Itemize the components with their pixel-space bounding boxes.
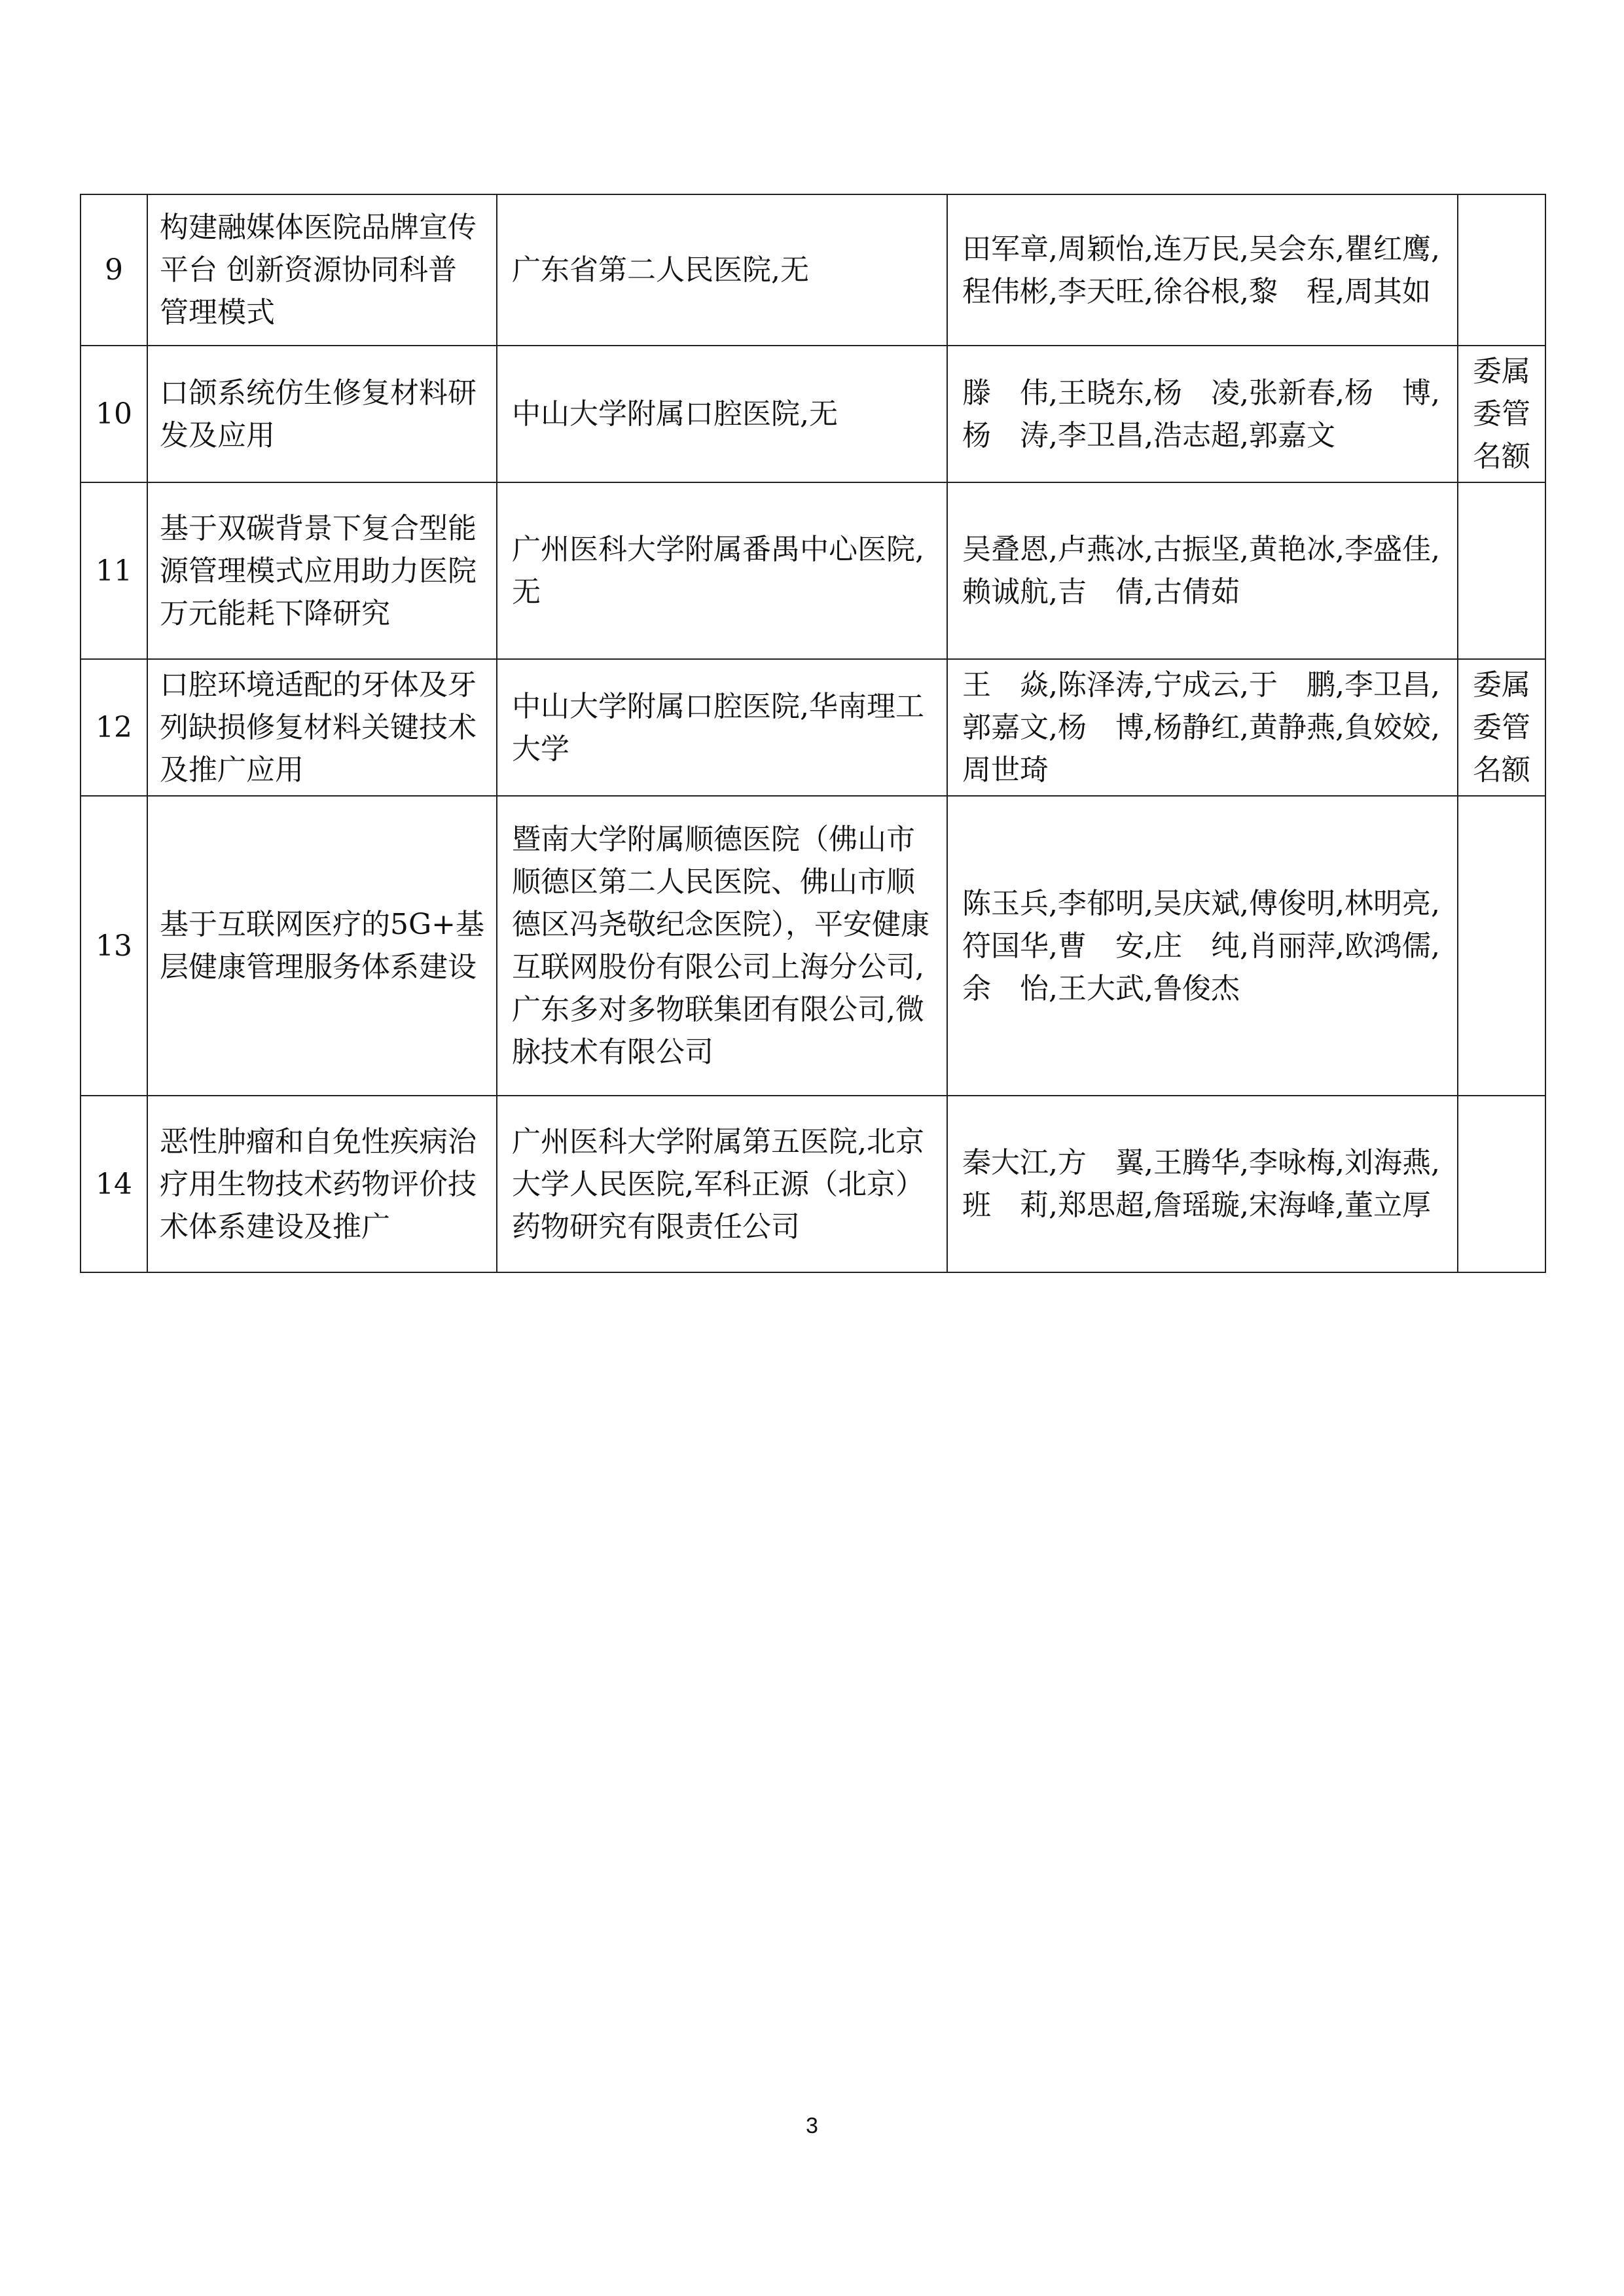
- quota-note: [1458, 796, 1545, 1096]
- completing-units: 中山大学附属口腔医院,无: [497, 346, 947, 482]
- row-number: 10: [81, 346, 147, 482]
- main-contributors: 陈玉兵,李郁明,吴庆斌,傅俊明,林明亮,符国华,曹 安,庄 纯,肖丽萍,欧鸿儒,余 怡,王大武,鲁俊杰: [947, 796, 1458, 1096]
- main-contributors: 吴叠恩,卢燕冰,古振坚,黄艳冰,李盛佳,赖诚航,吉 倩,古倩茹: [947, 482, 1458, 659]
- project-name: 恶性肿瘤和自免性疾病治疗用生物技术药物评价技术体系建设及推广: [147, 1096, 497, 1272]
- main-contributors: 田军章,周颖怡,连万民,吴会东,瞿红鹰,程伟彬,李天旺,徐谷根,黎 程,周其如: [947, 194, 1458, 346]
- table-row: [81, 346, 1545, 482]
- project-table: [80, 194, 1546, 1273]
- main-contributors: 王 焱,陈泽涛,宁成云,于 鹏,李卫昌,郭嘉文,杨 博,杨静红,黄静燕,負姣姣,周世琦: [947, 659, 1458, 796]
- table-row: [81, 659, 1545, 796]
- table-row: [81, 1096, 1545, 1272]
- completing-units: 广东省第二人民医院,无: [497, 194, 947, 346]
- completing-units: 暨南大学附属顺德医院（佛山市顺德区第二人民医院、佛山市顺德区冯尧敬纪念医院），平安健康互联网股份有限公司上海分公司,广东多对多物联集团有限公司,微脉技术有限公司: [497, 796, 947, 1096]
- completing-units: 广州医科大学附属第五医院,北京大学人民医院,军科正源（北京）药物研究有限责任公司: [497, 1096, 947, 1272]
- table-row: [81, 796, 1545, 1096]
- completing-units: 广州医科大学附属番禺中心医院,无: [497, 482, 947, 659]
- project-name: 口颌系统仿生修复材料研发及应用: [147, 346, 497, 482]
- row-number: 12: [81, 659, 147, 796]
- row-number: 9: [81, 194, 147, 346]
- table-row: [81, 482, 1545, 659]
- row-number: 11: [81, 482, 147, 659]
- completing-units: 中山大学附属口腔医院,华南理工大学: [497, 659, 947, 796]
- main-contributors: 秦大江,方 翼,王腾华,李咏梅,刘海燕,班 莉,郑思超,詹瑶璇,宋海峰,董立厚: [947, 1096, 1458, 1272]
- project-name: 口腔环境适配的牙体及牙列缺损修复材料关键技术及推广应用: [147, 659, 497, 796]
- page-number: 3: [806, 2113, 818, 2138]
- row-number: 14: [81, 1096, 147, 1272]
- project-name: 基于双碳背景下复合型能源管理模式应用助力医院万元能耗下降研究: [147, 482, 497, 659]
- project-name: 基于互联网医疗的5G+基层健康管理服务体系建设: [147, 796, 497, 1096]
- table-row: [81, 194, 1545, 346]
- quota-note: [1458, 1096, 1545, 1272]
- quota-note: [1458, 482, 1545, 659]
- quota-note: 委属委管名额: [1458, 346, 1545, 482]
- quota-note: [1458, 194, 1545, 346]
- project-name: 构建融媒体医院品牌宣传平台 创新资源协同科普管理模式: [147, 194, 497, 346]
- quota-note: 委属委管名额: [1458, 659, 1545, 796]
- main-contributors: 滕 伟,王晓东,杨 凌,张新春,杨 博,杨 涛,李卫昌,浩志超,郭嘉文: [947, 346, 1458, 482]
- row-number: 13: [81, 796, 147, 1096]
